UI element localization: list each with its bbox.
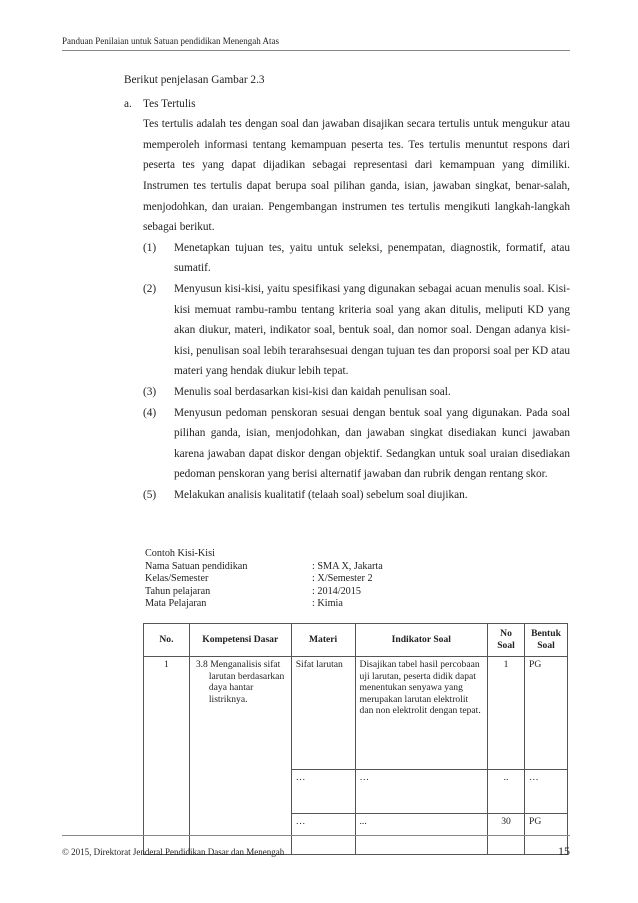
info-value: : SMA X, Jakarta <box>312 560 383 572</box>
section-title: Tes Tertulis <box>143 97 196 110</box>
info-label: Kelas/Semester <box>145 573 209 584</box>
step-number: (3) <box>143 385 157 398</box>
info-label: Mata Pelajaran <box>145 598 207 609</box>
column-header: Bentuk Soal <box>524 624 567 657</box>
table-cell: 1 <box>488 657 525 770</box>
table-cell: … <box>524 770 567 814</box>
table-cell: Sifat larutan <box>291 657 355 770</box>
table-cell: .. <box>488 770 525 814</box>
info-value: : 2014/2015 <box>312 585 361 597</box>
step-number: (4) <box>143 406 157 419</box>
info-value: : Kimia <box>312 598 343 609</box>
kd-text: 3.8 Menganalisis sifat larutan berdasarkan daya hantar listriknya. <box>195 659 285 705</box>
table-cell: PG <box>524 657 567 770</box>
section-heading <box>124 94 570 115</box>
column-header: Materi <box>291 624 355 657</box>
steps-list <box>124 238 570 506</box>
info-label: Nama Satuan pendidikan <box>145 560 248 572</box>
table-cell <box>189 657 291 855</box>
table-cell: … <box>355 770 488 814</box>
step-text: Menulis soal berdasarkan kisi-kisi dan kaidah penulisan soal. <box>174 385 451 398</box>
table-cell: … <box>291 770 355 814</box>
table-cell: 30 <box>488 814 525 855</box>
copyright-text: © 2015, Direktorat Jenderal Pendidikan Dasar dan Menengah <box>62 846 285 857</box>
table-cell: PG <box>524 814 567 855</box>
info-row <box>145 598 383 611</box>
table-header-row <box>144 624 568 657</box>
step-number: (1) <box>143 241 157 254</box>
section-label: a. <box>124 97 132 110</box>
intro-text: Berikut penjelasan Gambar 2.3 <box>124 74 265 86</box>
info-label: Tahun pelajaran <box>145 585 211 597</box>
step-text: Menetapkan tujuan tes, yaitu untuk seleksi, penempatan, diagnostik, formatif, atau sumatif. <box>174 241 570 275</box>
kisi-table <box>143 623 568 855</box>
step-number: (5) <box>143 488 157 501</box>
step-text: Menyusun kisi-kisi, yaitu spesifikasi yang digunakan sebagai acuan menulis soal. Kisi-kisi memuat rambu-rambu tentang kriteria soal yang akan ditulis, meliputi KD yang akan diukur, materi, indikator soal, bentuk soal, dan nomor soal. Dengan adanya kisi-kisi, penulisan soal lebih terarahsesuai dengan tujuan tes dan proporsi soal per KD atau materi yang hendak diukur lebih tepat. <box>174 282 570 378</box>
info-value: : X/Semester 2 <box>312 573 373 584</box>
step-number: (2) <box>143 282 157 295</box>
table-cell: Disajikan tabel hasil percobaan uji larutan, peserta didik dapat menentukan senyawa yang merupakan larutan elektrolit dan non elektrolit dengan tepat. <box>355 657 488 770</box>
step-text: Menyusun pedoman penskoran sesuai dengan bentuk soal yang digunakan. Pada soal pilihan ganda, isian, menjodohkan, dan jawaban singkat disediakan kunci jawaban karena jawaban dapat diskor dengan objektif. Sedangkan untuk soal uraian disediakan pedoman penskoran yang berisi alternatif jawaban dan rubrik dengan rentang skor. <box>174 406 570 481</box>
info-row <box>145 586 383 599</box>
list-item <box>143 485 570 506</box>
kisi-title: Contoh Kisi-Kisi <box>145 548 215 559</box>
column-header: No. <box>144 624 190 657</box>
table-cell: 1 <box>144 657 190 855</box>
page-header: Panduan Penilaian untuk Satuan pendidikan Menengah Atas <box>62 36 570 51</box>
column-header: No Soal <box>488 624 525 657</box>
table-cell: ... <box>355 814 488 855</box>
section-paragraph: Tes tertulis adalah tes dengan soal dan jawaban disajikan secara tertulis untuk mengukur atau memperoleh informasi tentang kemampuan peserta tes. Tes tertulis menuntut respons dari peserta tes yang dapat dijadikan sebagai representasi dari kemampuan yang dimiliki. Instrumen tes tertulis dapat berupa soal pilihan ganda, isian, jawaban singkat, benar-salah, menjodohkan, dan uraian. Pengembangan instrumen tes tertulis mengikuti langkah-langkah sebagai berikut. <box>143 118 570 234</box>
column-header: Kompetensi Dasar <box>189 624 291 657</box>
page-footer <box>62 835 570 859</box>
page-body <box>124 70 570 505</box>
list-item <box>143 382 570 403</box>
list-item <box>143 403 570 485</box>
table-cell: … <box>291 814 355 855</box>
page-number: 15 <box>558 844 570 858</box>
list-item <box>143 238 570 279</box>
column-header: Indikator Soal <box>355 624 488 657</box>
info-row <box>145 561 383 574</box>
list-item <box>143 279 570 382</box>
table-row <box>144 657 568 770</box>
step-text: Melakukan analisis kualitatif (telaah soal) sebelum soal diujikan. <box>174 488 468 501</box>
info-row <box>145 573 383 586</box>
kisi-info <box>145 548 383 611</box>
